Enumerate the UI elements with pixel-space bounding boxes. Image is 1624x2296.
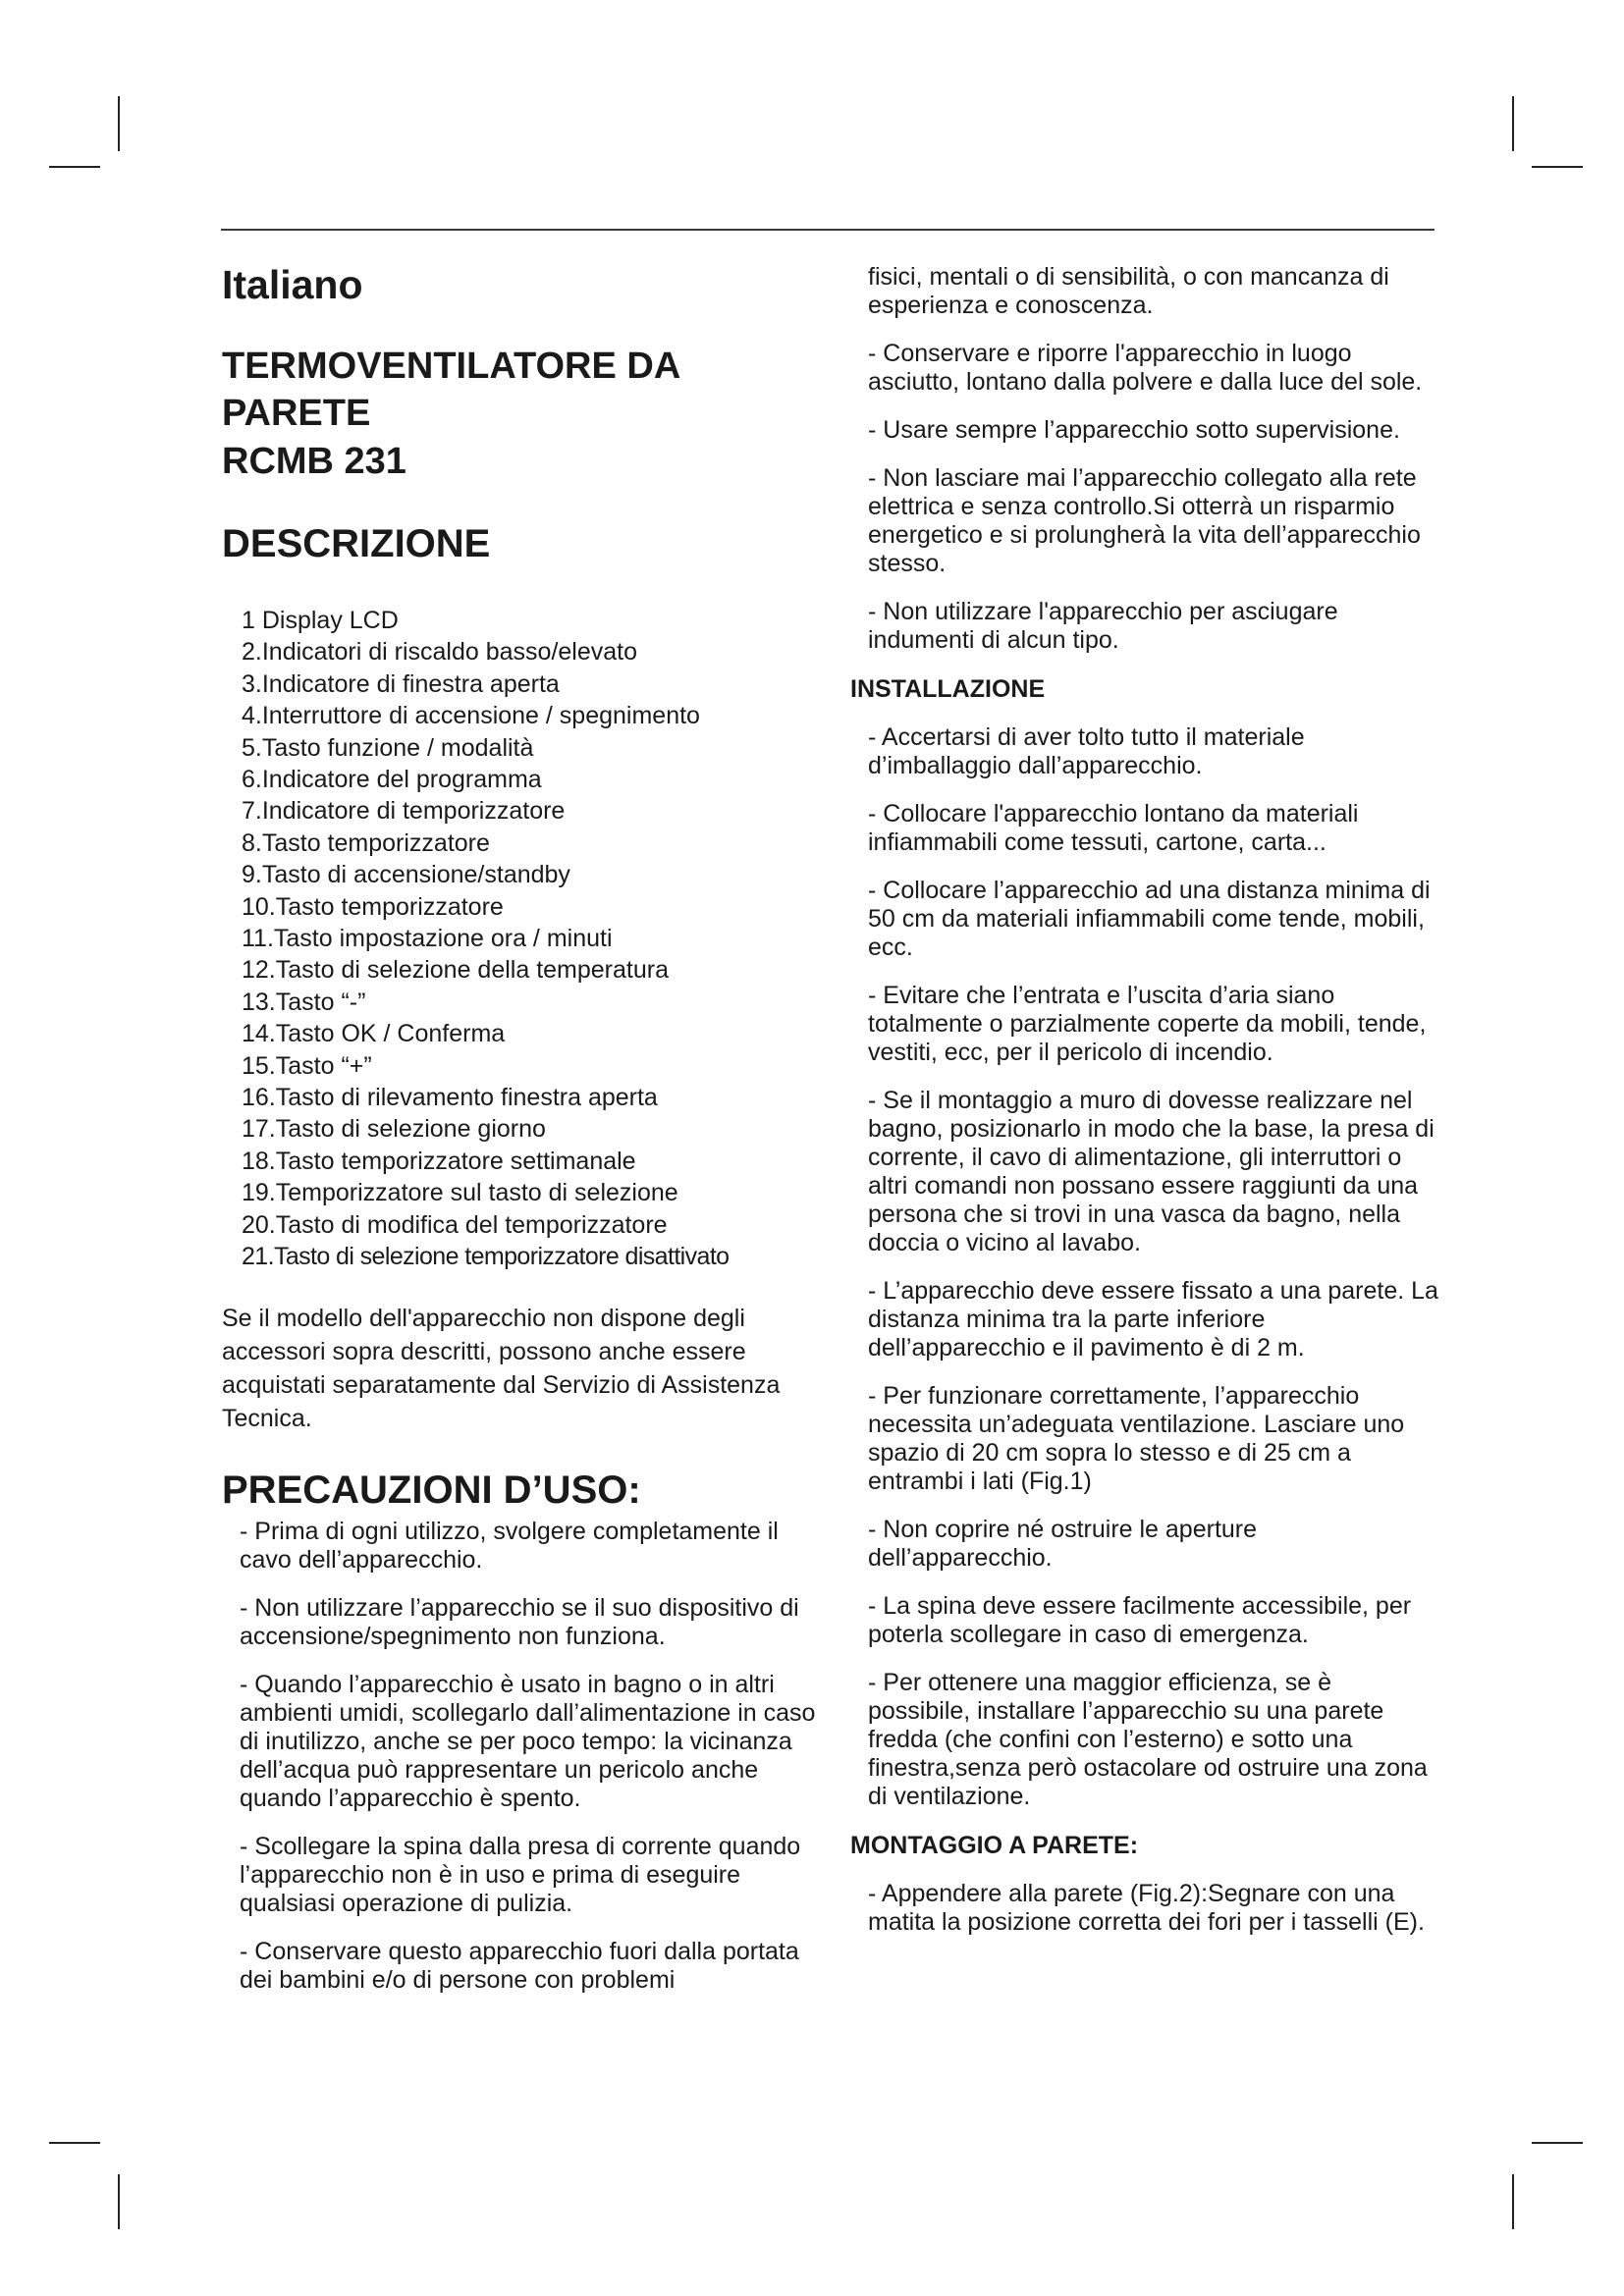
installation-item: - Collocare l’apparecchio ad una distanza minima di 50 cm da materiali infiammabili come tende, mobili, ecc. xyxy=(868,877,1431,961)
precaution-item: - Non lasciare mai l’apparecchio collegato alla rete elettrica e senza controllo.Si otterrà un risparmio energetico e si prolungherà la vita dell’apparecchio stesso. xyxy=(868,464,1421,577)
precaution-item: - Prima di ogni utilizzo, svolgere completamente il cavo dell’apparecchio. xyxy=(240,1518,779,1575)
precaution-item: - Non utilizzare l'apparecchio per asciugare indumenti di alcun tipo. xyxy=(868,598,1338,654)
precaution-continuation: fisici, mentali o di sensibilità, o con mancanza di esperienza e conoscenza. xyxy=(868,263,1389,319)
installation-item: - Accertarsi di aver tolto tutto il materiale d’imballaggio dall’apparecchio. xyxy=(868,723,1305,779)
list-item: 9.Tasto di accensione/standby xyxy=(242,861,570,889)
header-rule xyxy=(221,229,1435,231)
list-item: 12.Tasto di selezione della temperatura xyxy=(242,956,669,985)
list-item: 11.Tasto impostazione ora / minuti xyxy=(242,925,613,952)
installation-item: - Evitare che l’entrata e l’uscita d’aria siano totalmente o parzialmente coperte da mobili, tende, vestiti, ecc, per il pericolo di incendio. xyxy=(868,982,1427,1066)
list-item: 21.Tasto di selezione temporizzatore disattivato xyxy=(242,1243,730,1271)
crop-mark-top-left-horizontal xyxy=(49,166,100,168)
crop-mark-top-left-vertical xyxy=(118,96,120,151)
title-line-3: RCMB 231 xyxy=(222,440,406,482)
installation-item: - Non coprire né ostruire le aperture dell’apparecchio. xyxy=(868,1516,1258,1572)
description-heading: DESCRIZIONE xyxy=(222,521,491,565)
crop-mark-top-right-vertical xyxy=(1512,96,1514,151)
wall-mounting-heading: MONTAGGIO A PARETE: xyxy=(850,1832,1139,1859)
precaution-item: - Conservare e riporre l'apparecchio in luogo asciutto, lontano dalla polvere e dalla luce del sole. xyxy=(868,340,1423,396)
list-item: 20.Tasto di modifica del temporizzatore xyxy=(242,1210,668,1239)
list-item: 18.Tasto temporizzatore settimanale xyxy=(242,1147,636,1175)
language-label: Italiano xyxy=(222,262,363,307)
precaution-item: - Non utilizzare l’apparecchio se il suo dispositivo di accensione/spegnimento non funziona. xyxy=(240,1594,799,1651)
left-column xyxy=(222,257,821,2014)
precaution-item: - Usare sempre l’apparecchio sotto supervisione. xyxy=(868,416,1400,444)
list-item: 6.Indicatore del programma xyxy=(242,765,542,793)
list-item: 13.Tasto “-” xyxy=(242,988,366,1016)
list-item: 7.Indicatore di temporizzatore xyxy=(242,797,566,826)
wall-mounting-item: - Appendere alla parete (Fig.2):Segnare con una matita la posizione corretta dei fori per i tasselli (E). xyxy=(868,1880,1425,1936)
crop-mark-bottom-left-horizontal xyxy=(49,2142,100,2144)
list-item: 8.Tasto temporizzatore xyxy=(242,828,490,857)
list-item: 1 Display LCD xyxy=(242,606,399,634)
product-title xyxy=(222,343,821,485)
list-item: 14.Tasto OK / Conferma xyxy=(242,1020,506,1048)
installation-item: - Per ottenere una maggior efficienza, se è possibile, installare l’apparecchio su una parete fredda (che confini con l’esterno) e sotto una finestra,senza però ostacolare od ostruire una zona di ventilazione. xyxy=(868,1669,1428,1810)
precautions-heading: PRECAUZIONI D’USO: xyxy=(222,1468,641,1513)
list-item: 4.Interruttore di accensione / spegnimento xyxy=(242,702,700,730)
precaution-item: - Quando l’apparecchio è usato in bagno o in altri ambienti umidi, scollegarlo dall’alimentazione in caso di inutilizzo, anche se per poco tempo: la vicinanza dell’acqua può rappresentare un pericolo anche quando l’apparecchio è spento. xyxy=(240,1671,816,1813)
precaution-item: - Conservare questo apparecchio fuori dalla portata dei bambini e/o di persone con problemi xyxy=(240,1938,799,1995)
installation-item: - Per funzionare correttamente, l’apparecchio necessita un’adeguata ventilazione. Lasciare uno spazio di 20 cm sopra lo stesso e di 25 cm a entrambi i lati (Fig.1) xyxy=(868,1382,1405,1495)
crop-mark-bottom-left-vertical xyxy=(118,2174,120,2229)
crop-mark-bottom-right-horizontal xyxy=(1532,2142,1583,2144)
crop-mark-top-right-horizontal xyxy=(1532,166,1583,168)
installation-item: - La spina deve essere facilmente accessibile, per poterla scollegare in caso di emergenza. xyxy=(868,1592,1412,1648)
list-item: 2.Indicatori di riscaldo basso/elevato xyxy=(242,638,638,667)
list-item: 19.Temporizzatore sul tasto di selezione xyxy=(242,1179,678,1207)
installation-item: - L’apparecchio deve essere fissato a una parete. La distanza minima tra la parte inferiore dell’apparecchio e il pavimento è di 2 m. xyxy=(868,1277,1438,1362)
list-item: 5.Tasto funzione / modalità xyxy=(242,733,534,762)
list-item: 15.Tasto “+” xyxy=(242,1051,372,1080)
list-item: 3.Indicatore di finestra aperta xyxy=(242,669,560,698)
accessories-note: Se il modello dell'apparecchio non dispone degli accessori sopra descritti, possono anche essere acquistati separatamente dal Servizio di Assistenza Tecnica. xyxy=(222,1305,781,1433)
list-item: 17.Tasto di selezione giorno xyxy=(242,1115,546,1144)
list-item: 10.Tasto temporizzatore xyxy=(242,892,504,921)
installation-heading: INSTALLAZIONE xyxy=(850,675,1046,703)
installation-item: - Collocare l'apparecchio lontano da materiali infiammabili come tessuti, cartone, carta... xyxy=(868,800,1359,856)
precaution-item: - Scollegare la spina dalla presa di corrente quando l’apparecchio non è in uso e prima di eseguire qualsiasi operazione di pulizia. xyxy=(240,1833,801,1918)
title-line-2: PARETE xyxy=(222,393,371,435)
title-line-1: TERMOVENTILATORE DA xyxy=(222,346,681,388)
right-column xyxy=(850,263,1439,1956)
description-list xyxy=(242,605,821,1273)
list-item: 16.Tasto di rilevamento finestra aperta xyxy=(242,1084,658,1112)
crop-mark-bottom-right-vertical xyxy=(1512,2174,1514,2229)
installation-item: - Se il montaggio a muro di dovesse realizzare nel bagno, posizionarlo in modo che la base, la presa di corrente, il cavo di alimentazione, gli interruttori o altri comandi non possano essere raggiunti da una persona che si trovi in una vasca da bagno, nella doccia o vicino al lavabo. xyxy=(868,1087,1435,1256)
